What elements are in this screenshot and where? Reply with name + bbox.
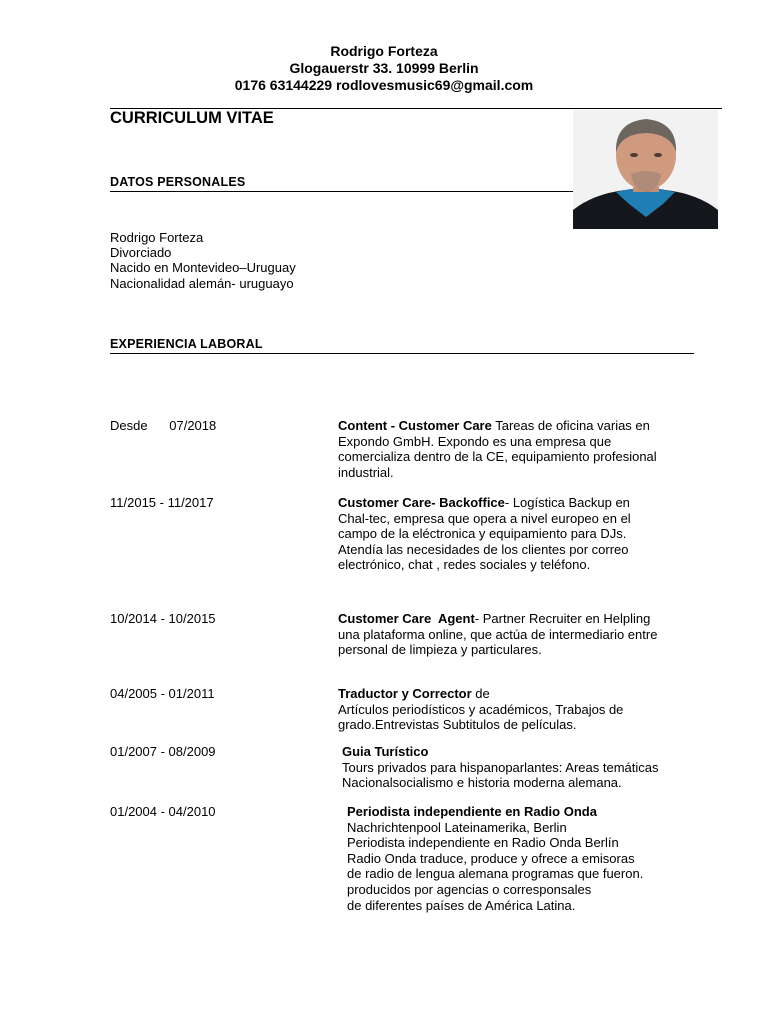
header-address: Glogauerstr 33. 10999 Berlin xyxy=(289,60,479,76)
personal-nationality: Nacionalidad alemán- uruguayo xyxy=(110,275,294,291)
job-description: Periodista independiente en Radio Onda Nachrichtenpool Lateinamerika, Berlin Periodista independiente en Radio Onda Berlín Radio Onda traduce, produce y ofrece a emisoras de radio de lengua alemana programas que fueron. producidos por agencias o corresponsales de diferentes países de América Latina. xyxy=(347,804,644,913)
section-rule-experience xyxy=(110,353,694,354)
job-description: Traductor y Corrector de Artículos periodísticos y académicos, Trabajos de grado.Entrevistas Subtitulos de películas. xyxy=(338,686,624,733)
job-role: Customer Care Agent xyxy=(338,611,475,626)
personal-name: Rodrigo Forteza xyxy=(110,230,204,245)
job-role: Guia Turístico xyxy=(342,744,429,759)
job-date: 01/2007 - 08/2009 xyxy=(110,744,216,759)
profile-photo xyxy=(573,110,718,229)
job-role: Content - Customer Care xyxy=(338,418,492,433)
cv-title: CURRICULUM VITAE xyxy=(110,109,274,127)
portrait-image xyxy=(573,110,718,229)
job-date: 01/2004 - 04/2010 xyxy=(110,804,216,819)
job-role: Periodista independiente en Radio Onda xyxy=(347,804,597,819)
job-role: Traductor y Corrector xyxy=(338,686,472,701)
job-description: Guia Turístico Tours privados para hispanoparlantes: Areas temáticas Nacionalsocialismo e historia moderna alemana. xyxy=(342,744,659,791)
personal-details xyxy=(110,230,296,291)
section-experiencia-laboral: EXPERIENCIA LABORAL xyxy=(110,337,263,351)
job-date: 10/2014 - 10/2015 xyxy=(110,611,216,626)
section-rule-personal xyxy=(110,191,573,192)
header-name: Rodrigo Forteza xyxy=(330,43,438,59)
job-role: Customer Care- Backoffice xyxy=(338,495,505,510)
section-datos-personales: DATOS PERSONALES xyxy=(110,175,246,189)
personal-birthplace: Nacido en Montevideo–Uruguay xyxy=(110,260,296,276)
job-description: Customer Care- Backoffice- Logística Backup en Chal-tec, empresa que opera a nivel europeo en el campo de la eléctronica y equipamiento para DJs. Atendía las necesidades de los clientes por correo electrónico, chat , redes sociales y teléfono. xyxy=(338,495,631,573)
job-description: Customer Care Agent- Partner Recruiter en Helpling una plataforma online, que actúa de intermediario entre personal de limpieza y particulares. xyxy=(338,611,658,658)
personal-civil-status: Divorciado xyxy=(110,245,172,261)
header-contact: 0176 63144229 rodlovesmusic69@gmail.com xyxy=(234,77,534,93)
job-date: 11/2015 - 11/2017 xyxy=(110,495,214,510)
job-date: 04/2005 - 01/2011 xyxy=(110,686,215,701)
job-date: Desde 07/2018 xyxy=(110,418,217,433)
job-description: Content - Customer Care Tareas de oficina varias en Expondo GmbH. Expondo es una empresa que comercializa dentro de la CE, equipamiento profesional industrial. xyxy=(338,418,657,480)
